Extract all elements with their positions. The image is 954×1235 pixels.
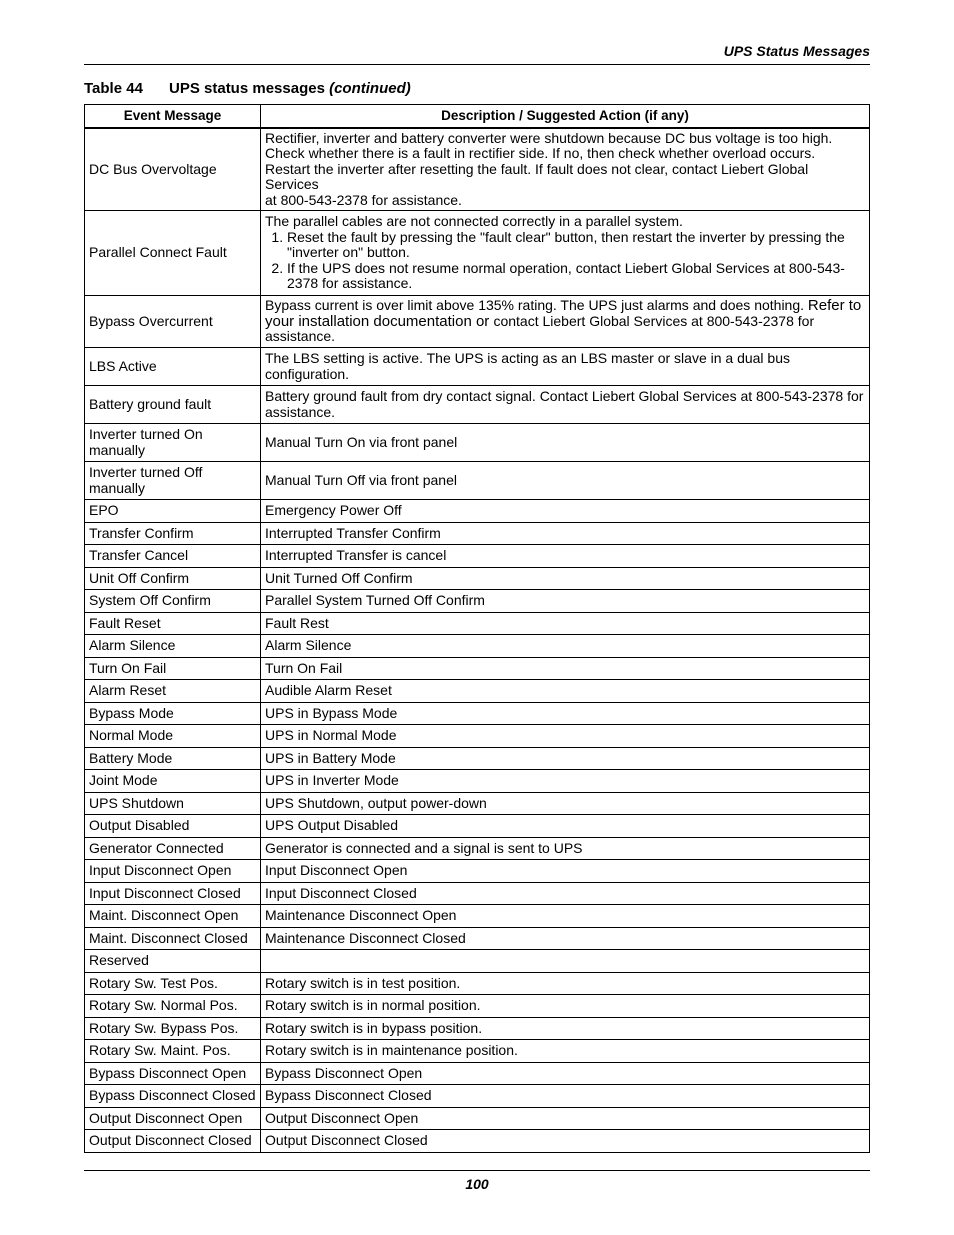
description-cell: Unit Turned Off Confirm xyxy=(261,567,870,590)
description-cell: Bypass Disconnect Open xyxy=(261,1062,870,1085)
header-rule xyxy=(84,64,870,65)
table-row xyxy=(85,972,870,995)
table-row xyxy=(85,211,870,296)
table-row xyxy=(85,522,870,545)
event-cell: Battery Mode xyxy=(85,747,261,770)
description-cell: UPS in Normal Mode xyxy=(261,725,870,748)
description-cell: Input Disconnect Closed xyxy=(261,882,870,905)
description-cell: Rotary switch is in bypass position. xyxy=(261,1017,870,1040)
description-cell: Manual Turn Off via front panel xyxy=(261,462,870,500)
column-header-description: Description / Suggested Action (if any) xyxy=(261,105,870,128)
description-cell: Input Disconnect Open xyxy=(261,860,870,883)
event-cell: Transfer Cancel xyxy=(85,545,261,568)
table-row xyxy=(85,792,870,815)
table-row xyxy=(85,905,870,928)
description-part: Refer to your installation documentation or xyxy=(265,297,862,330)
event-cell: Maint. Disconnect Open xyxy=(85,905,261,928)
page-number: 100 xyxy=(465,1176,489,1192)
description-cell: Emergency Power Off xyxy=(261,500,870,523)
description-cell xyxy=(261,211,870,296)
table-row xyxy=(85,348,870,386)
event-cell: Reserved xyxy=(85,950,261,973)
event-cell: Joint Mode xyxy=(85,770,261,793)
event-cell: Bypass Disconnect Open xyxy=(85,1062,261,1085)
description-cell xyxy=(261,296,870,348)
event-cell: Rotary Sw. Maint. Pos. xyxy=(85,1040,261,1063)
table-row xyxy=(85,815,870,838)
table-row xyxy=(85,296,870,348)
table-caption xyxy=(84,80,411,97)
event-cell: Output Disabled xyxy=(85,815,261,838)
table-continued: (continued) xyxy=(329,80,411,97)
event-cell: Normal Mode xyxy=(85,725,261,748)
table-row xyxy=(85,590,870,613)
table-row xyxy=(85,950,870,973)
table-row xyxy=(85,725,870,748)
table-row xyxy=(85,747,870,770)
description-cell: UPS Shutdown, output power-down xyxy=(261,792,870,815)
table-row xyxy=(85,612,870,635)
table-row xyxy=(85,1062,870,1085)
description-cell: UPS in Battery Mode xyxy=(261,747,870,770)
description-cell: Turn On Fail xyxy=(261,657,870,680)
description-cell: Battery ground fault from dry contact signal. Contact Liebert Global Services at 800-543-2378 for assistance. xyxy=(261,386,870,424)
description-cell: Parallel System Turned Off Confirm xyxy=(261,590,870,613)
description-line: Restart the inverter after resetting the fault. If fault does not clear, contact Liebert Global Services xyxy=(265,160,809,192)
event-cell: Rotary Sw. Bypass Pos. xyxy=(85,1017,261,1040)
table-row xyxy=(85,1130,870,1153)
event-cell: Alarm Reset xyxy=(85,680,261,703)
event-cell: Generator Connected xyxy=(85,837,261,860)
description-cell: The LBS setting is active. The UPS is acting as an LBS master or slave in a dual bus configuration. xyxy=(261,348,870,386)
table-row xyxy=(85,770,870,793)
table-row xyxy=(85,1085,870,1108)
table-row xyxy=(85,1040,870,1063)
table-row xyxy=(85,657,870,680)
table-row xyxy=(85,128,870,211)
description-cell: Audible Alarm Reset xyxy=(261,680,870,703)
event-cell: LBS Active xyxy=(85,348,261,386)
table-row xyxy=(85,424,870,462)
table-row xyxy=(85,635,870,658)
event-cell: Fault Reset xyxy=(85,612,261,635)
table-row xyxy=(85,882,870,905)
ups-status-table xyxy=(84,104,870,1153)
description-cell: Rotary switch is in test position. xyxy=(261,972,870,995)
description-cell: Output Disconnect Closed xyxy=(261,1130,870,1153)
description-cell: Interrupted Transfer Confirm xyxy=(261,522,870,545)
event-cell: Output Disconnect Closed xyxy=(85,1130,261,1153)
table-row xyxy=(85,995,870,1018)
steps-list xyxy=(265,230,865,292)
description-part: contact Liebert Global Services at 800-543-2378 for assistance. xyxy=(265,312,815,345)
column-header-event: Event Message xyxy=(85,105,261,128)
event-cell: Input Disconnect Open xyxy=(85,860,261,883)
description-line: at 800-543-2378 for assistance. xyxy=(265,191,462,208)
description-cell: Interrupted Transfer is cancel xyxy=(261,545,870,568)
description-cell: Fault Rest xyxy=(261,612,870,635)
table-row xyxy=(85,1107,870,1130)
event-cell: Alarm Silence xyxy=(85,635,261,658)
description-cell: UPS in Inverter Mode xyxy=(261,770,870,793)
event-cell: Turn On Fail xyxy=(85,657,261,680)
event-cell: Output Disconnect Open xyxy=(85,1107,261,1130)
event-cell: Input Disconnect Closed xyxy=(85,882,261,905)
event-cell: UPS Shutdown xyxy=(85,792,261,815)
table-row xyxy=(85,567,870,590)
description-cell: Maintenance Disconnect Closed xyxy=(261,927,870,950)
running-header-title: UPS Status Messages xyxy=(723,43,870,59)
description-intro: The parallel cables are not connected correctly in a parallel system. xyxy=(265,213,683,230)
step-item: 1. Reset the fault by pressing the "fault clear" button, then restart the inverter by pressing the "inverter on" button. xyxy=(287,230,865,261)
event-cell: System Off Confirm xyxy=(85,590,261,613)
event-cell: DC Bus Overvoltage xyxy=(85,128,261,211)
description-line: Check whether there is a fault in rectifier side. If no, then check whether overload occurs. xyxy=(265,145,816,161)
table-row xyxy=(85,927,870,950)
table-row xyxy=(85,702,870,725)
event-cell: Inverter turned Off manually xyxy=(85,462,261,500)
table-row xyxy=(85,386,870,424)
table-header-row xyxy=(85,105,870,128)
footer-rule xyxy=(84,1170,870,1171)
table-row xyxy=(85,680,870,703)
event-cell: Inverter turned On manually xyxy=(85,424,261,462)
event-cell: EPO xyxy=(85,500,261,523)
event-cell: Unit Off Confirm xyxy=(85,567,261,590)
description-part: Bypass current is over limit above 135% rating. The UPS just alarms and does nothing. xyxy=(265,297,808,314)
table-number: Table 44 xyxy=(84,80,143,97)
description-cell xyxy=(261,128,870,211)
table-row xyxy=(85,545,870,568)
event-cell: Parallel Connect Fault xyxy=(85,211,261,296)
step-item: 2. If the UPS does not resume normal operation, contact Liebert Global Services at 800-543-2378 for assistance. xyxy=(287,261,865,292)
event-cell: Rotary Sw. Normal Pos. xyxy=(85,995,261,1018)
table-row xyxy=(85,500,870,523)
description-cell: UPS Output Disabled xyxy=(261,815,870,838)
description-cell: UPS in Bypass Mode xyxy=(261,702,870,725)
description-cell: Generator is connected and a signal is sent to UPS xyxy=(261,837,870,860)
description-cell xyxy=(261,950,870,973)
table-row xyxy=(85,837,870,860)
event-cell: Bypass Overcurrent xyxy=(85,296,261,348)
description-cell: Alarm Silence xyxy=(261,635,870,658)
description-cell: Maintenance Disconnect Open xyxy=(261,905,870,928)
event-cell: Maint. Disconnect Closed xyxy=(85,927,261,950)
description-line: Rectifier, inverter and battery converter were shutdown because DC bus voltage is too high. xyxy=(265,129,833,146)
event-cell: Battery ground fault xyxy=(85,386,261,424)
event-cell: Rotary Sw. Test Pos. xyxy=(85,972,261,995)
table-title: UPS status messages xyxy=(169,80,325,97)
event-cell: Bypass Disconnect Closed xyxy=(85,1085,261,1108)
event-cell: Transfer Confirm xyxy=(85,522,261,545)
event-cell: Bypass Mode xyxy=(85,702,261,725)
table-row xyxy=(85,462,870,500)
description-cell: Output Disconnect Open xyxy=(261,1107,870,1130)
description-cell: Bypass Disconnect Closed xyxy=(261,1085,870,1108)
table-row xyxy=(85,1017,870,1040)
description-cell: Rotary switch is in normal position. xyxy=(261,995,870,1018)
table-row xyxy=(85,860,870,883)
description-cell: Rotary switch is in maintenance position. xyxy=(261,1040,870,1063)
description-cell: Manual Turn On via front panel xyxy=(261,424,870,462)
